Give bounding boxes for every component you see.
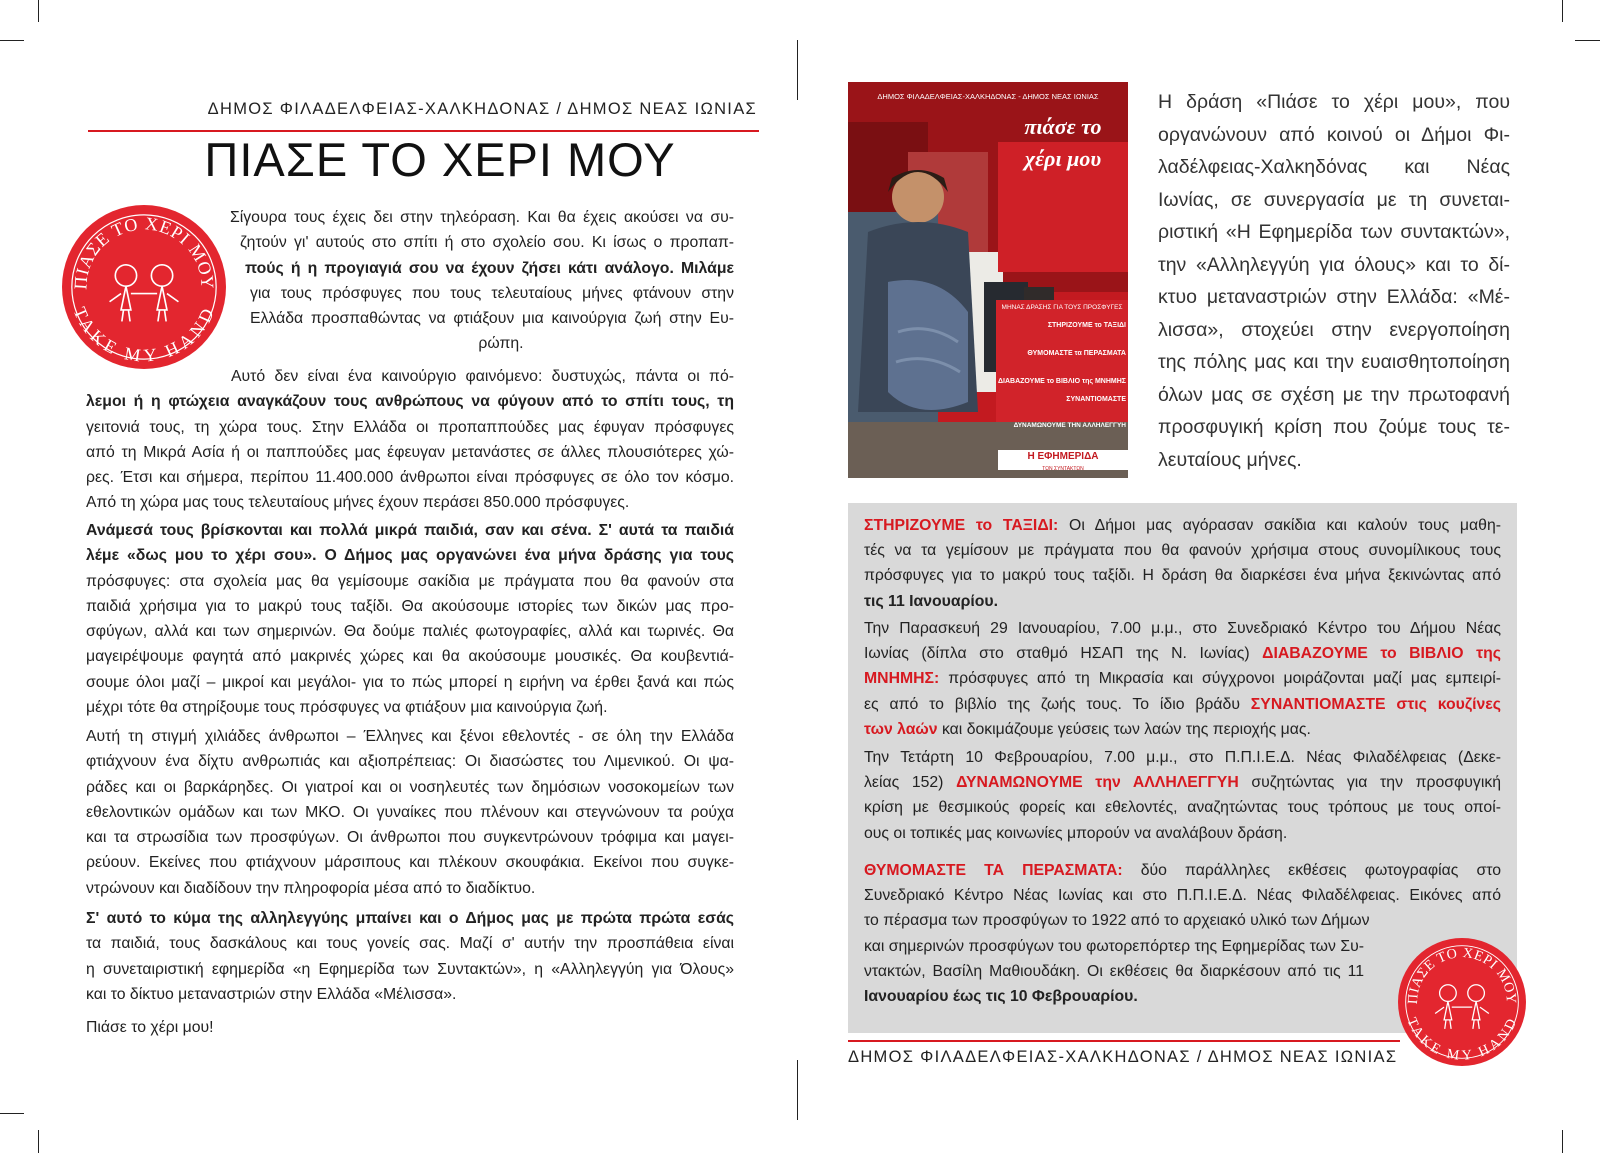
text-line: οργανώνουν από κοινού οι Δήμοι Φι- xyxy=(1158,123,1510,146)
poster-item: ΣΥΝΑΝΤΙΟΜΑΣΤΕ xyxy=(1066,396,1126,403)
paragraph-history xyxy=(86,364,734,516)
text-line: Ιωνίας (δίπλα στο σταθμό ΗΣΑΠ της Ν. Ιωνίας) ΔΙΑΒΑΖΟΥΜΕ το ΒΙΒΛΙΟ της xyxy=(864,645,1501,663)
take-my-hand-logo xyxy=(62,205,226,369)
text-line: Σίγουρα τους έχεις δει στην τηλεόραση. Και θα έχεις ακούσει να συ- xyxy=(230,209,734,226)
text-line: ρώπη. xyxy=(478,335,524,353)
poster-item: ΔΥΝΑΜΩΝΟΥΜΕ ΤΗΝ ΑΛΛΗΛΕΓΓΥΗ xyxy=(1013,422,1126,429)
closing-line: Πιάσε το χέρι μου! xyxy=(86,1019,214,1036)
text-line: ράδες και οι βαρκάρηδες. Οι γιατροί και οι νοσηλευτές των δημόσιων νοσοκομείων των xyxy=(86,778,734,796)
text-line: Συνεδριακό Κέντρο Νέας Ιωνίας και στο Π.Π.Ι.Ε.Δ. Νέας Φιλαδέλφειας. Εικόνες από xyxy=(864,887,1501,905)
text-line: προσφυγική κρίση που ζούμε τους τε- xyxy=(1158,416,1510,438)
text-line: λέμε «δως μου το χέρι σου». Ο Δήμος μας οργανώνει ένα μήνα δράσης για τους xyxy=(86,547,734,565)
text-line: Ιανουαρίου έως τις 10 Φεβρουαρίου. xyxy=(864,988,1138,1006)
text-line: ζητούν γι' αυτούς στο σπίτι ή στο σχολείο σου. Κι ίσως ο προπαπ- xyxy=(240,234,734,252)
poster-item: ΘΥΜΟΜΑΣΤΕ τα ΠΕΡΑΣΜΑΤΑ xyxy=(1027,350,1126,357)
text-line: την «Αλληλεγγύη για όλους» και το δί- xyxy=(1158,253,1510,276)
text-line: εθελοντικών ομάδων και των ΜΚΟ. Οι γυναίκες που πλένουν και στεγνώνουν τα ρούχα xyxy=(86,803,734,821)
logo-graphic xyxy=(62,205,226,369)
crop-mark xyxy=(1575,40,1600,41)
text-line: ΜΝΗΜΗΣ: πρόσφυγες από τη Μικρασία και σύγχρονοι μοιράζονται μαζί μας εμπειρί- xyxy=(864,670,1501,688)
text-line: και σημερινών προσφύγων του φωτορεπόρτερ της Εφημερίδας των Συ- xyxy=(864,937,1364,955)
text-line: από τη Μικρά Ασία ή οι παππούδες μας έφευγαν μετανάστες σε άλλες πλουσιότερες χώ- xyxy=(86,443,734,461)
text-line: πρόσφυγες για το μακρύ τους ταξίδι. Η δράση θα διαρκέσει ένα μήνα ξεκινώντας από xyxy=(864,567,1501,585)
text-line: Ελλάδα προσπαθώντας να φτιάξουν μια καινούργια ζωή στην Ευ- xyxy=(250,310,734,328)
poster-item: ΔΙΑΒΑΖΟΥΜΕ το ΒΙΒΛΙΟ της ΜΝΗΜΗΣ xyxy=(998,378,1127,385)
text-line: τές να τα γεμίσουν με πράγματα που θα φανούν χρήσιμα στους συνομίλικους τους xyxy=(864,542,1501,560)
crop-mark xyxy=(38,0,39,22)
text-line: για τους πρόσφυγες που τους τελευταίους μήνες φτάνουν στην xyxy=(250,284,734,302)
text-line: ες από το βιβλίο της ζωής τους. Το ίδιο βράδυ ΣΥΝΑΝΤΙΟΜΑΣΤΕ στις κουζίνες xyxy=(864,695,1501,713)
text-line: ΣΤΗΡΙΖΟΥΜΕ το ΤΑΞΙΔΙ: Οι Δήμοι μας αγόρασαν σακίδια και καλούν τους μαθη- xyxy=(864,517,1501,534)
text-line: τις 11 Ιανουαρίου. xyxy=(864,592,998,610)
page-title: ΠΙΑΣΕ ΤΟ ΧΕΡΙ ΜΟΥ xyxy=(204,133,676,186)
text-line: ντακτών, Βασίλη Μαθιουδάκη. Οι εκθέσεις θα διαρκέσουν από τις 11 xyxy=(864,962,1364,980)
logo-text-top: ΠΙΑΣΕ ΤΟ ΧΕΡΙ ΜΟΥ xyxy=(70,213,218,291)
logo-graphic xyxy=(1398,938,1526,1066)
text-line: μέχρι τότε θα στηρίξουμε τους πρόσφυγες να φτιάξουν μια καινούργια ζωή. xyxy=(86,699,608,717)
text-line: σφύγων, αλλά και των σημερινών. Θα δούμε παλιές φωτογραφίες, αλλά και τωρινές. Θα xyxy=(86,623,734,641)
logo-text-bottom: TAKE MY HAND xyxy=(1403,1015,1521,1064)
text-line: γειτονιά τους, τη χώρα τους. Στην Ελλάδα οι προπαππούδες μας έφυγαν πρόσφυγες xyxy=(86,418,734,436)
paragraph-intro xyxy=(230,205,734,357)
text-line: πούς ή η προγιαγιά σου να έχουν ζήσει κάτι ανάλογο. Μιλάμε xyxy=(245,259,734,277)
page-header: ΔΗΜΟΣ ΦΙΛΑΔΕΛΦΕΙΑΣ-ΧΑΛΚΗΔΟΝΑΣ / ΔΗΜΟΣ ΝΕΑΣ ΙΩΝΙΑΣ xyxy=(207,100,757,118)
logo-text-top: ΠΙΑΣΕ ΤΟ ΧΕΡΙ ΜΟΥ xyxy=(1404,944,1520,1005)
text-line: κρίση με θεσμικούς φορείς και εθελοντές, αναζητώντας τους τρόπους με τους οποί- xyxy=(864,799,1501,817)
text-line: ρεύουν. Εκείνες που φτιάχνουν μάρσιπους και πλέκουν σκουφάκια. Εκείνοι που συγκε- xyxy=(86,854,734,872)
poster-newspaper: Η ΕΦΗΜΕΡΙΔΑ xyxy=(1027,451,1099,462)
text-line: το πέρασμα των προσφύγων το 1922 από το αρχειακό υλικό των Δήμων xyxy=(864,912,1370,930)
text-line: όλων μας σε σχέση με την πρωτοφανή xyxy=(1158,383,1510,406)
text-line: ους οι τοπικές μας κοινωνίες μπορούν να αναλάβουν δράση. xyxy=(864,824,1288,842)
page-footer: ΔΗΜΟΣ ΦΙΛΑΔΕΛΦΕΙΑΣ-ΧΑΛΚΗΔΟΝΑΣ / ΔΗΜΟΣ ΝΕΑΣ ΙΩΝΙΑΣ xyxy=(848,1048,1398,1066)
text-line: και το δίκτυο μεταναστριών στην Ελλάδα «Μέλισσα». xyxy=(86,985,457,1003)
text-line: λισσα», στοχεύει στην ενεργοποίηση xyxy=(1158,318,1510,341)
event-poster xyxy=(848,82,1128,478)
poster-subtitle: ΜΗΝΑΣ ΔΡΑΣΗΣ ΓΙΑ ΤΟΥΣ ΠΡΟΣΦΥΓΕΣ xyxy=(1001,304,1123,311)
logo-text-bottom: TAKE MY HAND xyxy=(69,304,219,366)
text-line: λείας 152) ΔΥΝΑΜΩΝΟΥΜΕ την ΑΛΛΗΛΕΓΓΥΗ συζητώντας για την προσφυγική xyxy=(864,774,1502,792)
text-line: μαγειρέψουμε φαγητά από μακρινές χώρες και θα ακούσουμε μουσικές. Θα κουβεντιά- xyxy=(86,648,734,666)
text-line: Την Παρασκευή 29 Ιανουαρίου, 7.00 μ.μ., στο Συνεδριακό Κέντρο του Δήμου Νέας xyxy=(864,620,1501,637)
text-line: παιδιά χρήσιμα για το μακρύ τους ταξίδι. Θα ακούσουμε ιστορίες των δικών μας προ- xyxy=(86,597,734,615)
crop-mark xyxy=(0,40,24,41)
text-line: η συνεταιριστική εφημερίδα «η Εφημερίδα των Συντακτών», η «Αλληλεγγύη για Όλους» xyxy=(86,960,734,978)
paragraph-solidarity xyxy=(86,906,734,1007)
text-line: της πόλης μας και την ευαισθητοποίηση xyxy=(1158,351,1510,373)
crop-mark xyxy=(38,1130,39,1153)
event-solidarity xyxy=(864,745,1501,846)
text-line: Αυτή τη στιγμή χιλιάδες άνθρωποι – Έλληνες και ξένοι εθελοντές - σε όλη την Ελλάδα xyxy=(86,728,734,745)
text-line: λευταίους μήνες. xyxy=(1158,448,1302,471)
text-line: Από τη χώρα μας τους τελευταίους μήνες έχουν περάσει 850.000 πρόσφυγες. xyxy=(86,494,630,512)
text-line: των λαών και δοκιμάζουμε γεύσεις των λαών της περιοχής μας. xyxy=(864,720,1311,738)
text-line: Αυτό δεν είναι ένα καινούργιο φαινόμενο: δυστυχώς, πάντα οι πό- xyxy=(231,368,734,385)
crop-mark xyxy=(797,1060,798,1120)
take-my-hand-logo-small xyxy=(1398,938,1526,1066)
text-line: Την Τετάρτη 10 Φεβρουαρίου, 7.00 μ.μ., στο Π.Π.Ι.Ε.Δ. Νέας Φιλαδέλφειας (Δεκε- xyxy=(864,749,1501,766)
poster-image xyxy=(848,82,1128,478)
text-line: και τα στρωσίδια των προσφύγων. Οι άνθρωποι που συγκεντρώνουν τρόφιμα και μαγει- xyxy=(86,829,734,847)
text-line: φτιάχνουν ένα δίχτυ ανθρωπιάς και αξιοπρέπειας: Οι διασώστες του Λιμενικού. Οι ψα- xyxy=(86,753,734,771)
text-line: Ανάμεσά τους βρίσκονται και πολλά μικρά παιδιά, σαν και σένα. Σ' αυτά τα παιδιά xyxy=(86,522,734,539)
text-line: λεμοι ή η φτώχεια αναγκάζουν τους ανθρώπους να φύγουν από το σπίτι τους, τη xyxy=(86,393,734,411)
text-line: σουμε όλοι μαζί – μικροί και μεγάλοι- για το πώς μπορεί η ειρήνη να έρθει ξανά και πώς xyxy=(86,673,734,691)
poster-title-2: χέρι μου xyxy=(1024,146,1102,171)
poster-newspaper-sub: ΤΩΝ ΣΥΝΤΑΚΤΩΝ xyxy=(1042,466,1084,472)
crop-mark xyxy=(1562,1130,1563,1153)
text-line: τα παιδιά, τους δασκάλους και τους γονείς σας. Μαζί σ' αυτήν την προσπάθεια είναι xyxy=(86,935,734,953)
text-line: ντρώνουν και διαδίδουν την πληροφορία μέσα από το διαδίκτυο. xyxy=(86,879,536,897)
text-line: Η δράση «Πιάσε το χέρι μου», που xyxy=(1158,91,1510,113)
intro-paragraph xyxy=(1158,86,1510,476)
text-line: ΘΥΜΟΜΑΣΤΕ ΤΑ ΠΕΡΑΣΜΑΤΑ: δύο παράλληλες εκθέσεις φωτογραφίας στο xyxy=(864,862,1502,879)
crop-mark xyxy=(0,1113,24,1114)
footer-rule xyxy=(848,1040,1400,1042)
event-memory-book xyxy=(864,616,1501,742)
text-line: ριστική «Η Εφημερίδα των συντακτών», xyxy=(1158,221,1510,243)
poster-top-line: ΔΗΜΟΣ ΦΙΛΑΔΕΛΦΕΙΑΣ-ΧΑΛΚΗΔΟΝΑΣ - ΔΗΜΟΣ ΝΕΑΣ ΙΩΝΙΑΣ xyxy=(877,92,1099,101)
text-line: ρες. Έτσι και σήμερα, περίπου 11.400.000 άνθρωποι είναι πρόσφυγες σε όλο τον κόσμο. xyxy=(86,469,734,487)
poster-title-1: πιάσε το xyxy=(1024,114,1102,139)
text-line: Ιωνίας, σε συνεργασία με τη συνεται- xyxy=(1158,188,1510,211)
text-line: Σ' αυτό το κύμα της αλληλεγγύης μπαίνει και ο Δήμος μας με πρώτα πρώτα εσάς xyxy=(86,910,734,927)
poster-item: ΣΤΗΡΙΖΟΥΜΕ το ΤΑΞΙΔΙ xyxy=(1047,322,1126,329)
paragraph-volunteers xyxy=(86,724,734,901)
paragraph-children xyxy=(86,518,734,720)
event-travel xyxy=(864,513,1501,614)
text-line: πρόσφυγες: στα σχολεία μας θα γεμίσουμε σακίδια με πράγματα που θα φανούν στα xyxy=(86,572,734,590)
text-line: κτυο μεταναστριών στην Ελλάδα: «Μέ- xyxy=(1158,286,1510,308)
crop-mark xyxy=(1562,0,1563,22)
crop-mark xyxy=(797,40,798,100)
text-line: λαδέλφειας-Χαλκηδόνας και Νέας xyxy=(1158,156,1510,178)
